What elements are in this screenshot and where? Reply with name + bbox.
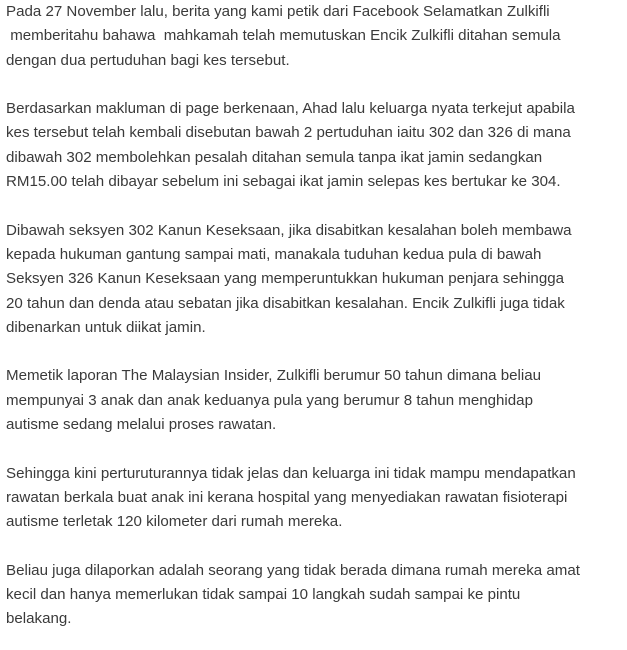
paragraph-line: autisme terletak 120 kilometer dari rumah mereka. [6, 513, 343, 531]
paragraph-line: Seksyen 326 Kanun Keseksaan yang memperuntukkan hukuman penjara sehingga [6, 270, 565, 288]
paragraph-line: kepada hukuman gantung sampai mati, manakala tuduhan kedua pula di bawah [6, 245, 542, 263]
paragraph-line: belakang. [6, 610, 72, 628]
paragraph-line: autisme sedang melalui proses rawatan. [6, 416, 277, 434]
paragraph-6 [6, 559, 624, 632]
paragraph-line: memberitahu bahawa mahkamah telah memutuskan Encik Zulkifli ditahan semula [6, 27, 561, 45]
paragraph-line: RM15.00 telah dibayar sebelum ini sebagai ikat jamin selepas kes bertukar ke 304. [6, 173, 561, 191]
paragraph-line: Dibawah seksyen 302 Kanun Keseksaan, jika disabitkan kesalahan boleh membawa [6, 221, 572, 239]
paragraph-line: dibawah 302 membolehkan pesalah ditahan semula tanpa ikat jamin sedangkan [6, 148, 543, 166]
paragraph-line: Sehingga kini perturuturannya tidak jelas dan keluarga ini tidak mampu mendapatkan [6, 464, 576, 482]
paragraph-3 [6, 219, 624, 340]
paragraph-line: kes tersebut telah kembali disebutan bawah 2 pertuduhan iaitu 302 dan 326 di mana [6, 124, 571, 142]
paragraph-5 [6, 462, 624, 535]
paragraph-line: Berdasarkan makluman di page berkenaan, Ahad lalu keluarga nyata terkejut apabila [6, 100, 575, 118]
paragraph-line: mempunyai 3 anak dan anak keduanya pula yang berumur 8 tahun menghidap [6, 391, 533, 409]
paragraph-line: kecil dan hanya memerlukan tidak sampai 10 langkah sudah sampai ke pintu [6, 586, 521, 604]
paragraph-4 [6, 364, 624, 437]
paragraph-1 [6, 0, 624, 73]
paragraph-line: Beliau juga dilaporkan adalah seorang yang tidak berada dimana rumah mereka amat [6, 561, 580, 579]
paragraph-2 [6, 97, 624, 194]
paragraph-line: dibenarkan untuk diikat jamin. [6, 318, 206, 336]
paragraph-line: dengan dua pertuduhan bagi kes tersebut. [6, 51, 290, 69]
paragraph-line: rawatan berkala buat anak ini kerana hospital yang menyediakan rawatan fisioterapi [6, 488, 568, 506]
paragraph-line: 20 tahun dan denda atau sebatan jika disabitkan kesalahan. Encik Zulkifli juga tidak [6, 294, 565, 312]
paragraph-line: Pada 27 November lalu, berita yang kami petik dari Facebook Selamatkan Zulkifli [6, 3, 550, 20]
article-body [6, 0, 624, 632]
paragraph-line: Memetik laporan The Malaysian Insider, Zulkifli berumur 50 tahun dimana beliau [6, 367, 541, 385]
